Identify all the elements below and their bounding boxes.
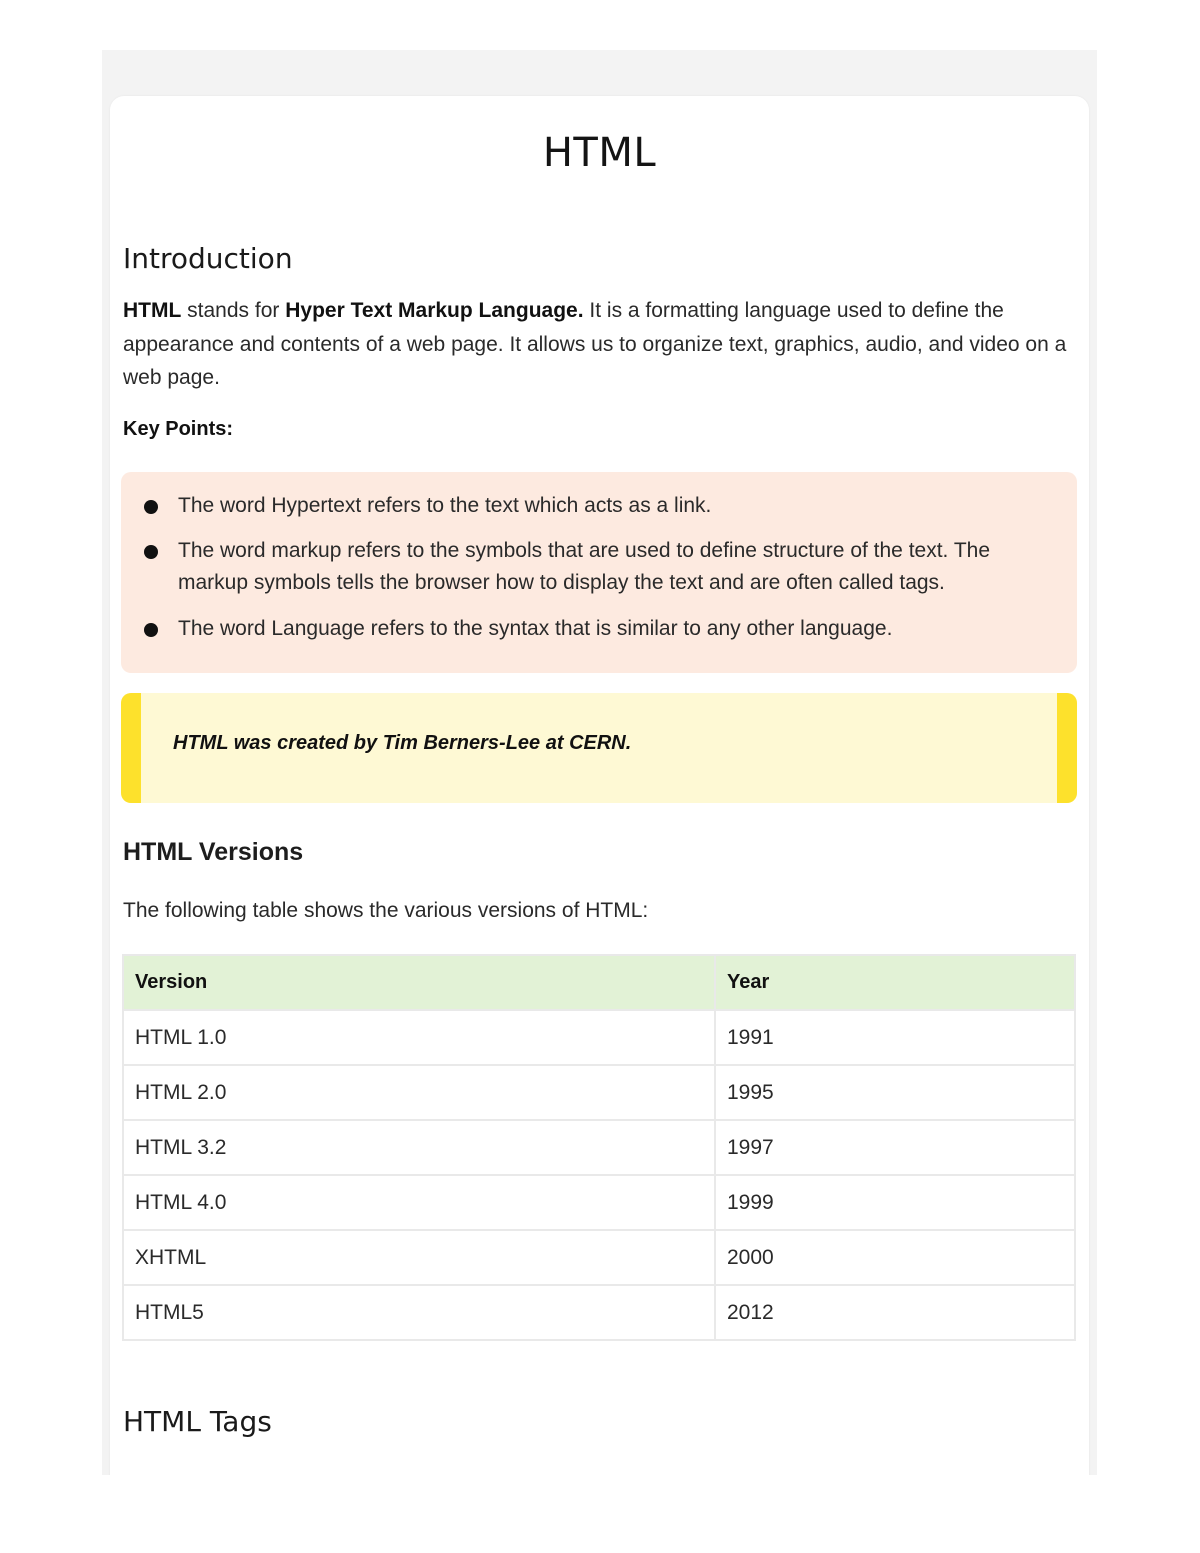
page-background [102,50,1097,1475]
version-cell: HTML 4.0 [123,1175,715,1230]
list-item-text: The word Language refers to the syntax that is similar to any other language. [178,617,893,640]
year-cell: 1999 [715,1175,1075,1230]
key-points-box [121,472,1077,673]
list-item [178,613,1063,645]
year-cell: 1991 [715,1010,1075,1065]
callout-note-text: HTML was created by Tim Berners-Lee at CERN. [173,732,632,754]
version-cell: HTML 2.0 [123,1065,715,1120]
column-header-year: Year [715,955,1075,1010]
versions-heading: HTML Versions [123,838,304,866]
versions-table [122,954,1076,1341]
year-cell: 1995 [715,1065,1075,1120]
bullet-icon [144,623,158,637]
list-item-text: The word markup refers to the symbols that are used to define structure of the text. The markup symbols tells the browser how to display the text and are often called tags. [178,539,991,594]
versions-intro: The following table shows the various versions of HTML: [123,899,649,922]
page-title: HTML [542,130,657,176]
version-cell: HTML 3.2 [123,1120,715,1175]
stands-for-text: stands for [181,299,286,322]
table-row [123,1065,1075,1120]
list-item [178,535,1063,599]
key-points-label: Key Points: [123,418,234,440]
column-header-version: Version [123,955,715,1010]
introduction-heading: Introduction [123,242,293,275]
table-row [123,1120,1075,1175]
year-cell: 1997 [715,1120,1075,1175]
table-row [123,1175,1075,1230]
list-item-text: The word Hypertext refers to the text which acts as a link. [178,494,712,517]
list-item [178,490,1063,522]
version-cell: XHTML [123,1230,715,1285]
year-cell: 2000 [715,1230,1075,1285]
version-cell: HTML 1.0 [123,1010,715,1065]
html-term: HTML [123,299,182,322]
introduction-paragraph [123,294,1073,395]
callout-note [121,693,1077,803]
callout-accent-left [121,693,141,803]
table-row [123,1230,1075,1285]
html-expansion: Hyper Text Markup Language. [285,299,584,322]
callout-accent-right [1057,693,1077,803]
version-cell: HTML5 [123,1285,715,1340]
year-cell: 2012 [715,1285,1075,1340]
table-row [123,1010,1075,1065]
table-header-row [123,955,1075,1010]
bullet-icon [144,545,158,559]
table-row [123,1285,1075,1340]
bullet-icon [144,500,158,514]
content-card [110,96,1089,1475]
introduction-body: It is a formatting language used to define the appearance and contents of a web page. It allows us to organize text, graphics, audio, and video on a web page. [123,299,1067,389]
tags-heading: HTML Tags [123,1405,272,1438]
